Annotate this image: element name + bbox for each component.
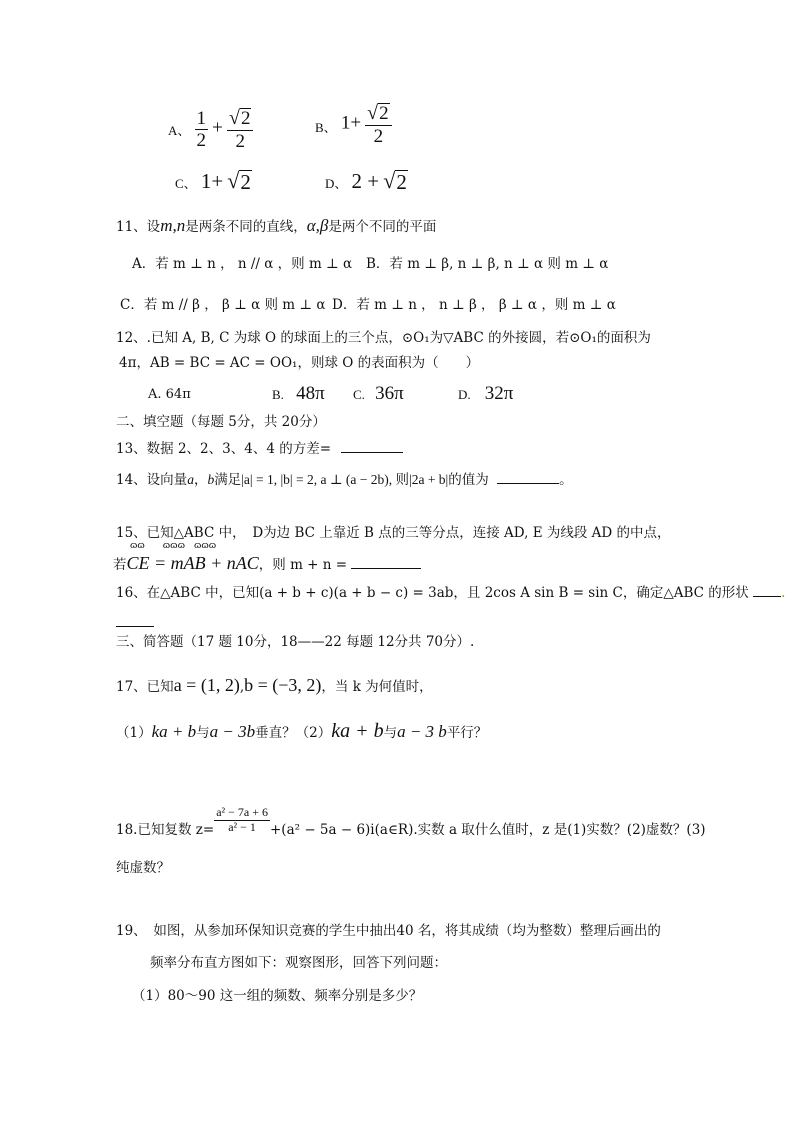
q19-line-1: 19、 如图，从参加环保知识竞赛的学生中抽出40 名，将其成绩（均为整数）整理后画出的 xyxy=(116,923,661,939)
q18-line-1: 18.已知复数 z= $\frac{\text{a² − 7a + 6}}{\text{a² − 1}}$ +(a² − 5a − 6)i(a∈R).实数 a 取什么值时，z 是(1)实数？(2)虚数？(3) xyxy=(116,805,706,838)
q10-option-b: B、 1+ √ 2 2 xyxy=(315,102,392,148)
plus-sign: + xyxy=(212,117,223,139)
q14: 14、设向量a，b满足|a| = 1, |b| = 2, a ⊥ (a − 2b), 则|2a + b|的值为 。 xyxy=(116,472,573,488)
q11-option-b: B．若 m ⊥ β, n ⊥ β, n ⊥ α 则 m ⊥ α xyxy=(366,256,609,272)
q10-a-fraction-half: $\frac{1}{2}$ xyxy=(196,107,207,152)
q10-option-c-label: C、 xyxy=(175,176,197,191)
q18-line-2: 纯虚数？ xyxy=(116,860,170,876)
q13-answer-blank[interactable] xyxy=(341,452,403,453)
q12-option-d: D. 32π xyxy=(458,383,514,404)
section-3-heading: 三、简答题（17 题 10分，18——22 每题 12分共 70分）. xyxy=(116,634,475,650)
q17-line-1: 17、已知a = (1, 2),b = (−3, 2)，当 k 为何值时， xyxy=(116,675,433,695)
q11-stem: 11、设m,n是两条不同的直线，α,β是两个不同的平面 xyxy=(116,216,437,235)
q13: 13、数据 2、2、3、4、4 的方差= xyxy=(116,441,403,457)
q16-line-1: 16、在△ABC 中，已知(a + b + c)(a + b − c) = 3ab，且 2cos A sin B = sin C，确定△ABC 的形状 . xyxy=(116,585,786,601)
q16-answer-blank[interactable] xyxy=(753,596,781,597)
q10-option-a-label: A、 xyxy=(168,123,191,139)
q11-option-a: A．若 m ⊥ n ， n // α ，则 m ⊥ α xyxy=(132,256,353,272)
q12-line-2: 4π，AB = BC = AC = OO₁，则球 O 的表面积为（ ） xyxy=(119,355,480,371)
q12-option-b: B. 48π xyxy=(272,383,325,404)
q10-b-fraction-root: √ 2 2 xyxy=(365,102,391,148)
q15-dots: ɷɷ ɷɷɷ ɷɷɷ xyxy=(130,541,217,551)
q10-option-a xyxy=(168,107,253,153)
q10-a-fraction-root: √ 2 2 xyxy=(227,107,253,153)
q11-option-c: C．若 m // β ， β ⊥ α 则 m ⊥ α xyxy=(120,297,326,313)
q10-option-b-label: B、 xyxy=(315,120,337,136)
q12-option-a: A. 64π xyxy=(148,387,191,402)
q10-option-d: D、 2 + √ 2 xyxy=(325,168,407,194)
q15-answer-blank[interactable] xyxy=(351,568,421,569)
q19-line-3: （1）80～90 这一组的频数、频率分别是多少？ xyxy=(132,988,423,1004)
q11-option-d: D．若 m ⊥ n ， n ⊥ β ， β ⊥ α ，则 m ⊥ α xyxy=(332,297,616,313)
q14-answer-blank[interactable] xyxy=(497,483,559,484)
section-2-heading: 二、填空题（每题 5分，共 20分） xyxy=(116,414,326,430)
q15-line-2: 若CE = mAB + nAC，则 m + n = xyxy=(113,553,421,575)
q10-option-d-label: D、 xyxy=(325,176,348,191)
q12-option-c: C. 36π xyxy=(353,383,404,404)
q10-option-c: C、 1+ √ 2 xyxy=(175,168,251,194)
q18-fraction: $\frac{\text{a² − 7a + 6}}{\text{a² − 1}}$ xyxy=(216,805,268,834)
q19-line-2: 频率分布直方图如下：观察图形，回答下列问题： xyxy=(150,955,447,971)
q17-line-2: （1）ka + b与a − 3b垂直？（2）ka + b与a − 3 b平行？ xyxy=(116,720,488,742)
q16-answer-blank-cont[interactable] xyxy=(116,626,154,627)
q15-line-1: 15、已知△ABC 中， D为边 BC 上靠近 B 点的三等分点，连接 AD, E 为线段 AD 的中点， xyxy=(116,525,671,541)
q12-line-1: 12、.已知 A, B, C 为球 O 的球面上的三个点，⊙O₁为▽ABC 的外接圆，若⊙O₁的面积为 xyxy=(116,330,651,346)
